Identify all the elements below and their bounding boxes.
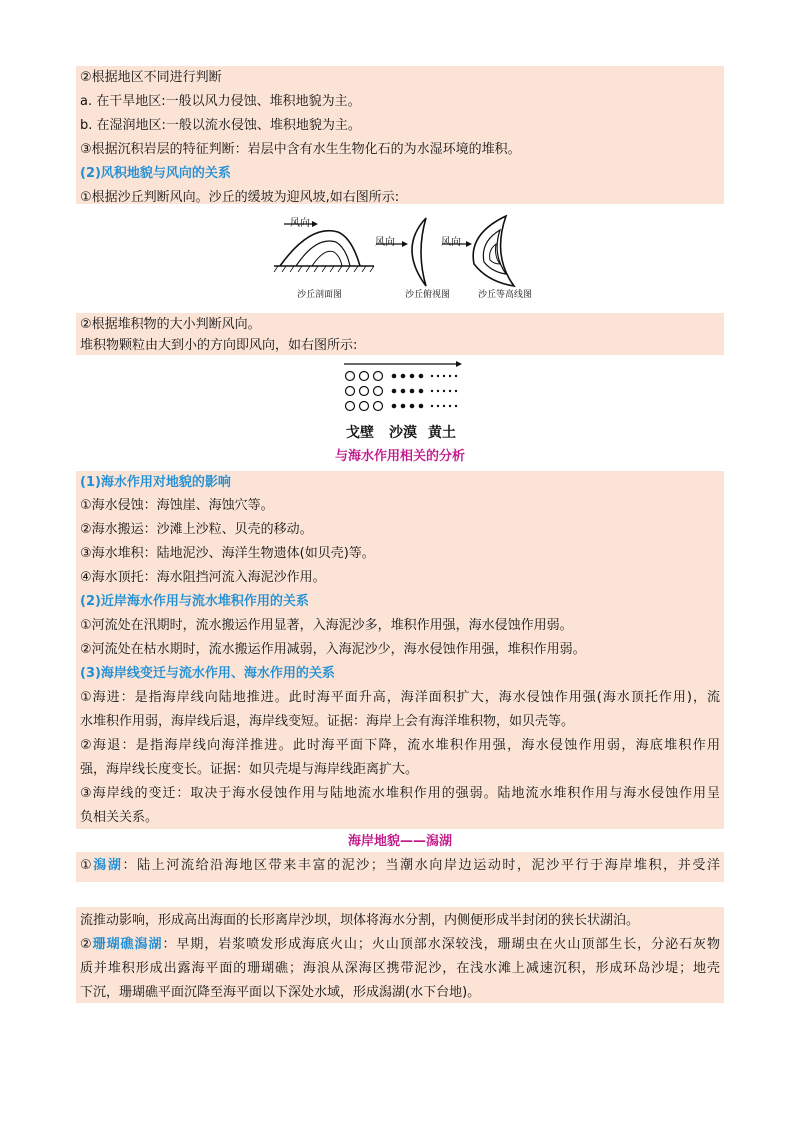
highlight-block-1 xyxy=(76,66,724,204)
grain-label: 戈壁 xyxy=(346,425,374,441)
figure-caption: 沙丘剖面图 xyxy=(297,290,343,300)
item-prefix: ① xyxy=(80,858,94,873)
text-line: ③海岸线的变迁：取决于海水侵蚀作用与陆地流水堆积作用的强弱。陆地流水堆积作用与海水侵蚀作用呈 xyxy=(80,786,720,801)
text-line: ①河流处在汛期时，流水搬运作用显著，入海泥沙多，堆积作用强，海水侵蚀作用弱。 xyxy=(80,618,573,633)
text-line: ①海进：是指海岸线向陆地推进。此时海平面升高，海洋面积扩大，海水侵蚀作用强(海水顶托作用)，流 xyxy=(80,690,720,705)
grain-label: 沙漠 xyxy=(389,425,417,441)
wind-label: 风向 xyxy=(375,237,395,248)
text-line: ②根据堆积物的大小判断风向。 xyxy=(80,317,261,332)
wind-label: 风向 xyxy=(290,218,310,229)
text-line: ③根据沉积岩层的特征判断：岩层中含有水生生物化石的为水湿环境的堆积。 xyxy=(80,142,521,157)
section-title: 海岸地貌——潟湖 xyxy=(347,834,452,849)
text-line xyxy=(80,937,720,953)
text-line: 下沉，珊瑚礁平面沉降至海平面以下深处水域，形成潟湖(水下台地)。 xyxy=(80,985,481,1000)
text-line: 强，海岸线长度变长。证据：如贝壳堤与海岸线距离扩大。 xyxy=(80,762,419,777)
term-label: 潟湖 xyxy=(93,858,123,873)
text-line: 负相关关系。 xyxy=(80,810,159,825)
grain-label: 黄土 xyxy=(428,425,456,441)
text-line: 流推动影响，形成高出海面的长形离岸沙坝，坝体将海水分割，内侧便形成半封闭的狭长状湖泊。 xyxy=(80,913,640,928)
text-line: ②根据地区不同进行判断 xyxy=(80,70,222,85)
figure-caption: 沙丘俯视图 xyxy=(405,290,451,300)
text-line: b. 在湿润地区:一般以流水侵蚀、堆积地貌为主。 xyxy=(80,118,361,133)
text-line: 质并堆积形成出露海平面的珊瑚礁；海浪从深海区携带泥沙，在浅水滩上减速沉积，形成环岛沙堤；地壳 xyxy=(80,961,720,976)
dune-profile-diagram xyxy=(274,221,374,272)
section-title: 与海水作用相关的分析 xyxy=(334,449,465,464)
text-line: ②海退：是指海岸线向海洋推进。此时海平面下降，流水堆积作用强，海水侵蚀作用弱，海底堆积作用 xyxy=(80,738,720,753)
grain-size-figure xyxy=(340,360,464,420)
text-line: ②河流处在枯水期时，流水搬运作用减弱，入海泥沙少，海水侵蚀作用强，堆积作用弱。 xyxy=(80,642,586,657)
section-heading: (1)海水作用对地貌的影响 xyxy=(80,475,231,490)
item-prefix: ② xyxy=(80,937,93,952)
wind-label: 风向 xyxy=(441,237,461,248)
text-span: ：陆上河流给沿海地区带来丰富的泥沙；当潮水向岸边运动时，泥沙平行于海岸堆积，并受洋 xyxy=(122,858,720,873)
section-heading: (3)海岸线变迁与流水作用、海水作用的关系 xyxy=(80,666,335,681)
figure-caption: 沙丘等高线图 xyxy=(478,290,533,300)
text-line: ④海水顶托：海水阻挡河流入海泥沙作用。 xyxy=(80,570,326,585)
text-line: a. 在干旱地区:一般以风力侵蚀、堆积地貌为主。 xyxy=(80,94,361,109)
term-label: 珊瑚礁潟湖 xyxy=(92,937,163,952)
section-heading: (2)风积地貌与风向的关系 xyxy=(80,166,231,181)
text-span: ：早期，岩浆喷发形成海底火山；火山顶部水深较浅，珊瑚虫在火山顶部生长，分泌石灰物 xyxy=(162,937,720,952)
text-line: ②海水搬运：沙滩上沙粒、贝壳的移动。 xyxy=(80,522,313,537)
text-line: ③海水堆积：陆地泥沙、海洋生物遗体(如贝壳)等。 xyxy=(80,546,375,561)
text-line xyxy=(80,858,720,874)
section-heading: (2)近岸海水作用与流水堆积作用的关系 xyxy=(80,594,309,609)
dune-contour-diagram xyxy=(442,216,514,286)
text-line: 水堆积作用弱，海岸线后退，海岸线变短。证据：海岸上会有海洋堆积物，如贝壳等。 xyxy=(80,714,575,729)
text-line: 堆积物颗粒由大到小的方向即风向，如右图所示: xyxy=(80,338,358,353)
dune-topview-diagram xyxy=(376,218,426,286)
text-line: ①海水侵蚀：海蚀崖、海蚀穴等。 xyxy=(80,498,274,513)
text-line: ①根据沙丘判断风向。沙丘的缓坡为迎风坡,如右图所示: xyxy=(80,190,400,205)
